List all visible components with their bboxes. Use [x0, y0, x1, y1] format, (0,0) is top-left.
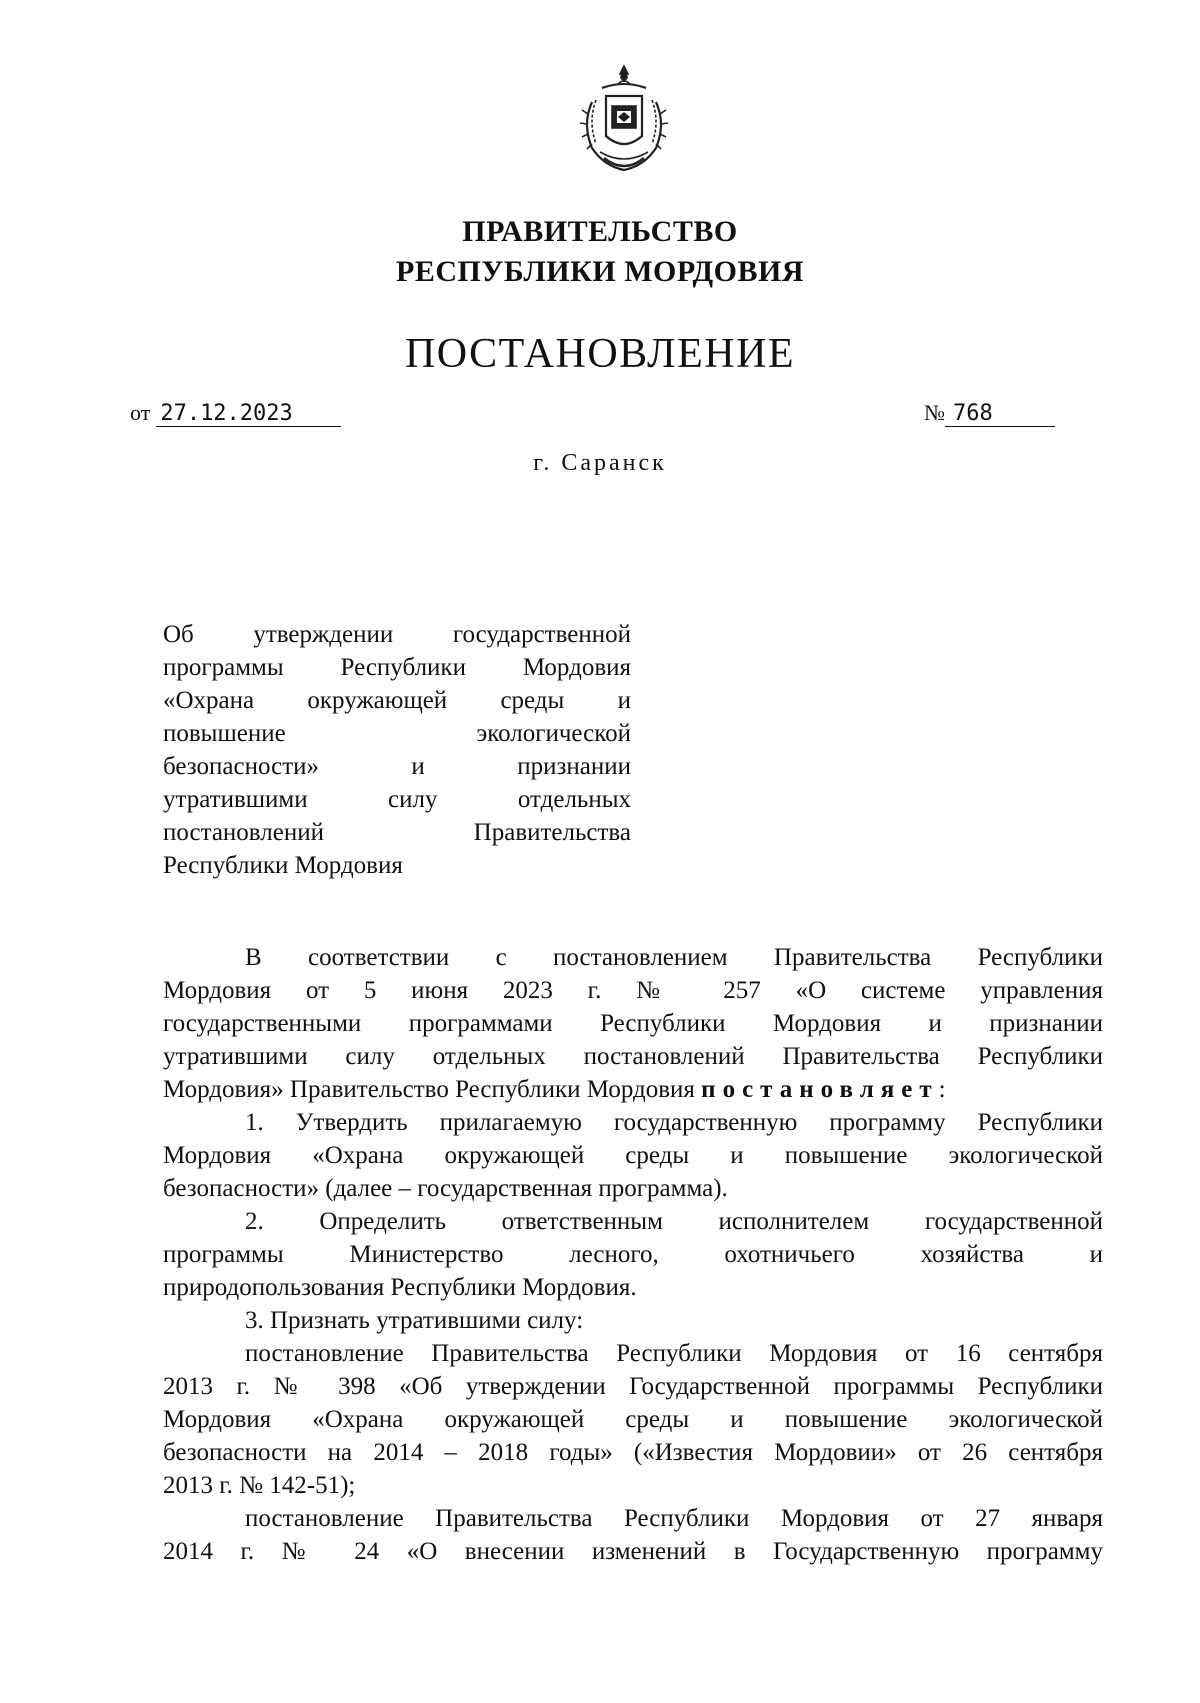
- document-body: [163, 941, 1103, 1568]
- item-1-line: 1. Утвердить прилагаемую государственную программу Республики: [245, 1109, 1103, 1136]
- item-3-line: 3. Признать утратившими силу:: [245, 1307, 584, 1334]
- title-line: утратившими силу отдельных: [163, 786, 631, 813]
- organization-name-line1: ПРАВИТЕЛЬСТВО: [462, 215, 738, 248]
- title-line: постановлений Правительства: [163, 819, 631, 846]
- body-line: В соответствии с постановлением Правительства Республики: [245, 944, 1103, 971]
- number-prefix: №: [924, 400, 945, 425]
- document-type: ПОСТАНОВЛЕНИЕ: [404, 331, 796, 377]
- decree-1-line: Мордовия «Охрана окружающей среды и повышение экологической: [163, 1406, 1103, 1433]
- decree-2-line: постановление Правительства Республики Мордовия от 27 января: [245, 1505, 1103, 1532]
- document-number: [924, 400, 1055, 427]
- title-line: повышение экологической: [163, 720, 631, 747]
- body-line: [163, 1073, 1103, 1106]
- decree-1-line: 2013 г. № 142-51);: [163, 1472, 356, 1499]
- title-line: Об утверждении государственной: [163, 621, 631, 648]
- item-1-line: безопасности» (далее – государственная программа).: [163, 1175, 728, 1202]
- colon: :: [938, 1076, 946, 1103]
- body-line: Мордовия от 5 июня 2023 г. № 257 «О системе управления: [163, 977, 1103, 1004]
- body-line: государственными программами Республики Мордовия и признании: [163, 1010, 1103, 1037]
- title-line: Республики Мордовия: [163, 852, 403, 879]
- date-prefix: от: [130, 400, 151, 425]
- item-2-line: природопользования Республики Мордовия.: [163, 1274, 637, 1301]
- item-2-line: 2. Определить ответственным исполнителем государственной: [245, 1208, 1103, 1235]
- item-2-line: программы Министерство лесного, охотничьего хозяйства и: [163, 1241, 1103, 1268]
- item-1-line: Мордовия «Охрана окружающей среды и повышение экологической: [163, 1142, 1103, 1169]
- body-line: утратившими силу отдельных постановлений Правительства Республики: [163, 1043, 1103, 1070]
- date-value: 27.12.2023: [156, 401, 340, 427]
- title-line: программы Республики Мордовия: [163, 654, 631, 681]
- document-date: [130, 400, 341, 427]
- decree-1-line: безопасности на 2014 – 2018 годы» («Известия Мордовии» от 26 сентября: [163, 1439, 1103, 1466]
- decree-1-line: 2013 г. № 398 «Об утверждении Государственной программы Республики: [163, 1373, 1103, 1400]
- title-line: безопасности» и признании: [163, 753, 631, 780]
- document-title: [163, 618, 631, 882]
- number-value: 768: [945, 401, 1055, 427]
- city-name: г. Саранск: [533, 450, 667, 476]
- decree-2-line: 2014 г. № 24 «О внесении изменений в Государственную программу: [163, 1538, 1103, 1565]
- coat-of-arms-emblem: [574, 62, 674, 178]
- title-line: «Охрана окружающей среды и: [163, 687, 631, 714]
- organization-name-line2: РЕСПУБЛИКИ МОРДОВИЯ: [396, 255, 804, 288]
- resolution-keyword: постановляет: [701, 1076, 939, 1103]
- body-text: Мордовия» Правительство Республики Мордовия: [163, 1076, 702, 1103]
- decree-1-line: постановление Правительства Республики Мордовия от 16 сентября: [245, 1340, 1103, 1367]
